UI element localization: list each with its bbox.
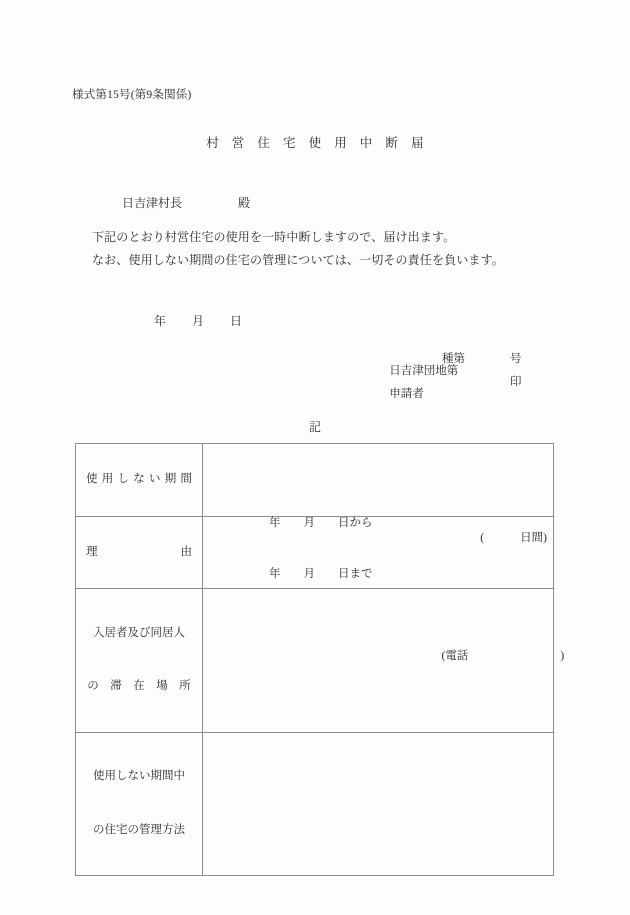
form-number: 様式第15号(第9条関係) (72, 89, 192, 101)
duration-open-paren: ( (480, 531, 485, 544)
row-label-period: 使 用 し な い 期 間 (76, 444, 203, 517)
ki-mark: 記 (308, 420, 321, 434)
row-label-stay-location (76, 589, 203, 733)
addressee (110, 185, 250, 221)
date-day-label: 日 (230, 314, 243, 328)
danchi-row[interactable] (372, 350, 562, 377)
danchi-number-label: 号 (510, 353, 522, 365)
seal-label: 印 (510, 376, 522, 388)
row-value-period[interactable] (203, 444, 554, 580)
period-to-line: 年 月 日まで (269, 567, 373, 580)
row-label-stay-location-line2: の 滞 在 場 所 (87, 680, 191, 693)
row-value-management[interactable] (203, 732, 554, 876)
danchi-label: 日吉津団地第 (389, 365, 459, 377)
duration-unit-label: 日間) (520, 531, 547, 544)
applicant-block (372, 350, 562, 400)
date-year-label: 年 (154, 314, 167, 328)
row-value-stay-location[interactable] (203, 589, 565, 733)
row-label-stay-location-line1: 入居者及び同居人 (93, 626, 185, 639)
body-paragraph-2: なお、使用しない期間の住宅の管理については、一切その責任を負います。 (92, 253, 504, 267)
telephone-field[interactable] (407, 630, 564, 683)
row-label-management-line1: 使用しない期間中 (93, 770, 185, 783)
applicant-label: 申請者 (389, 388, 424, 400)
row-label-management (76, 732, 203, 876)
row-value-reason[interactable] (203, 517, 554, 589)
document-title: 村 営 住 宅 使 用 中 断 届 (206, 136, 424, 150)
period-from-line: 年 月 日から (269, 517, 373, 529)
form-table (75, 443, 565, 876)
date-month-label: 月 (192, 314, 205, 328)
date-entry-line[interactable] (142, 303, 242, 339)
body-paragraph-1: 下記のとおり村営住宅の使用を一時中断しますので、届け出ます。 (92, 230, 456, 244)
table-row-reason (76, 517, 554, 589)
danchi-type-label: 種第 (442, 353, 465, 365)
row-label-reason: 理 由 (76, 517, 203, 589)
table-row-management (76, 732, 554, 876)
telephone-open-label: (電話 (441, 649, 469, 662)
table-row-period (76, 444, 554, 517)
addressee-name: 日吉津村長 (122, 196, 183, 210)
applicant-row[interactable] (372, 373, 562, 400)
table-row-stay-location (76, 589, 554, 733)
telephone-close-paren: ) (560, 649, 565, 662)
row-label-management-line2: の住宅の管理方法 (93, 823, 185, 836)
addressee-honorific: 殿 (238, 196, 251, 210)
